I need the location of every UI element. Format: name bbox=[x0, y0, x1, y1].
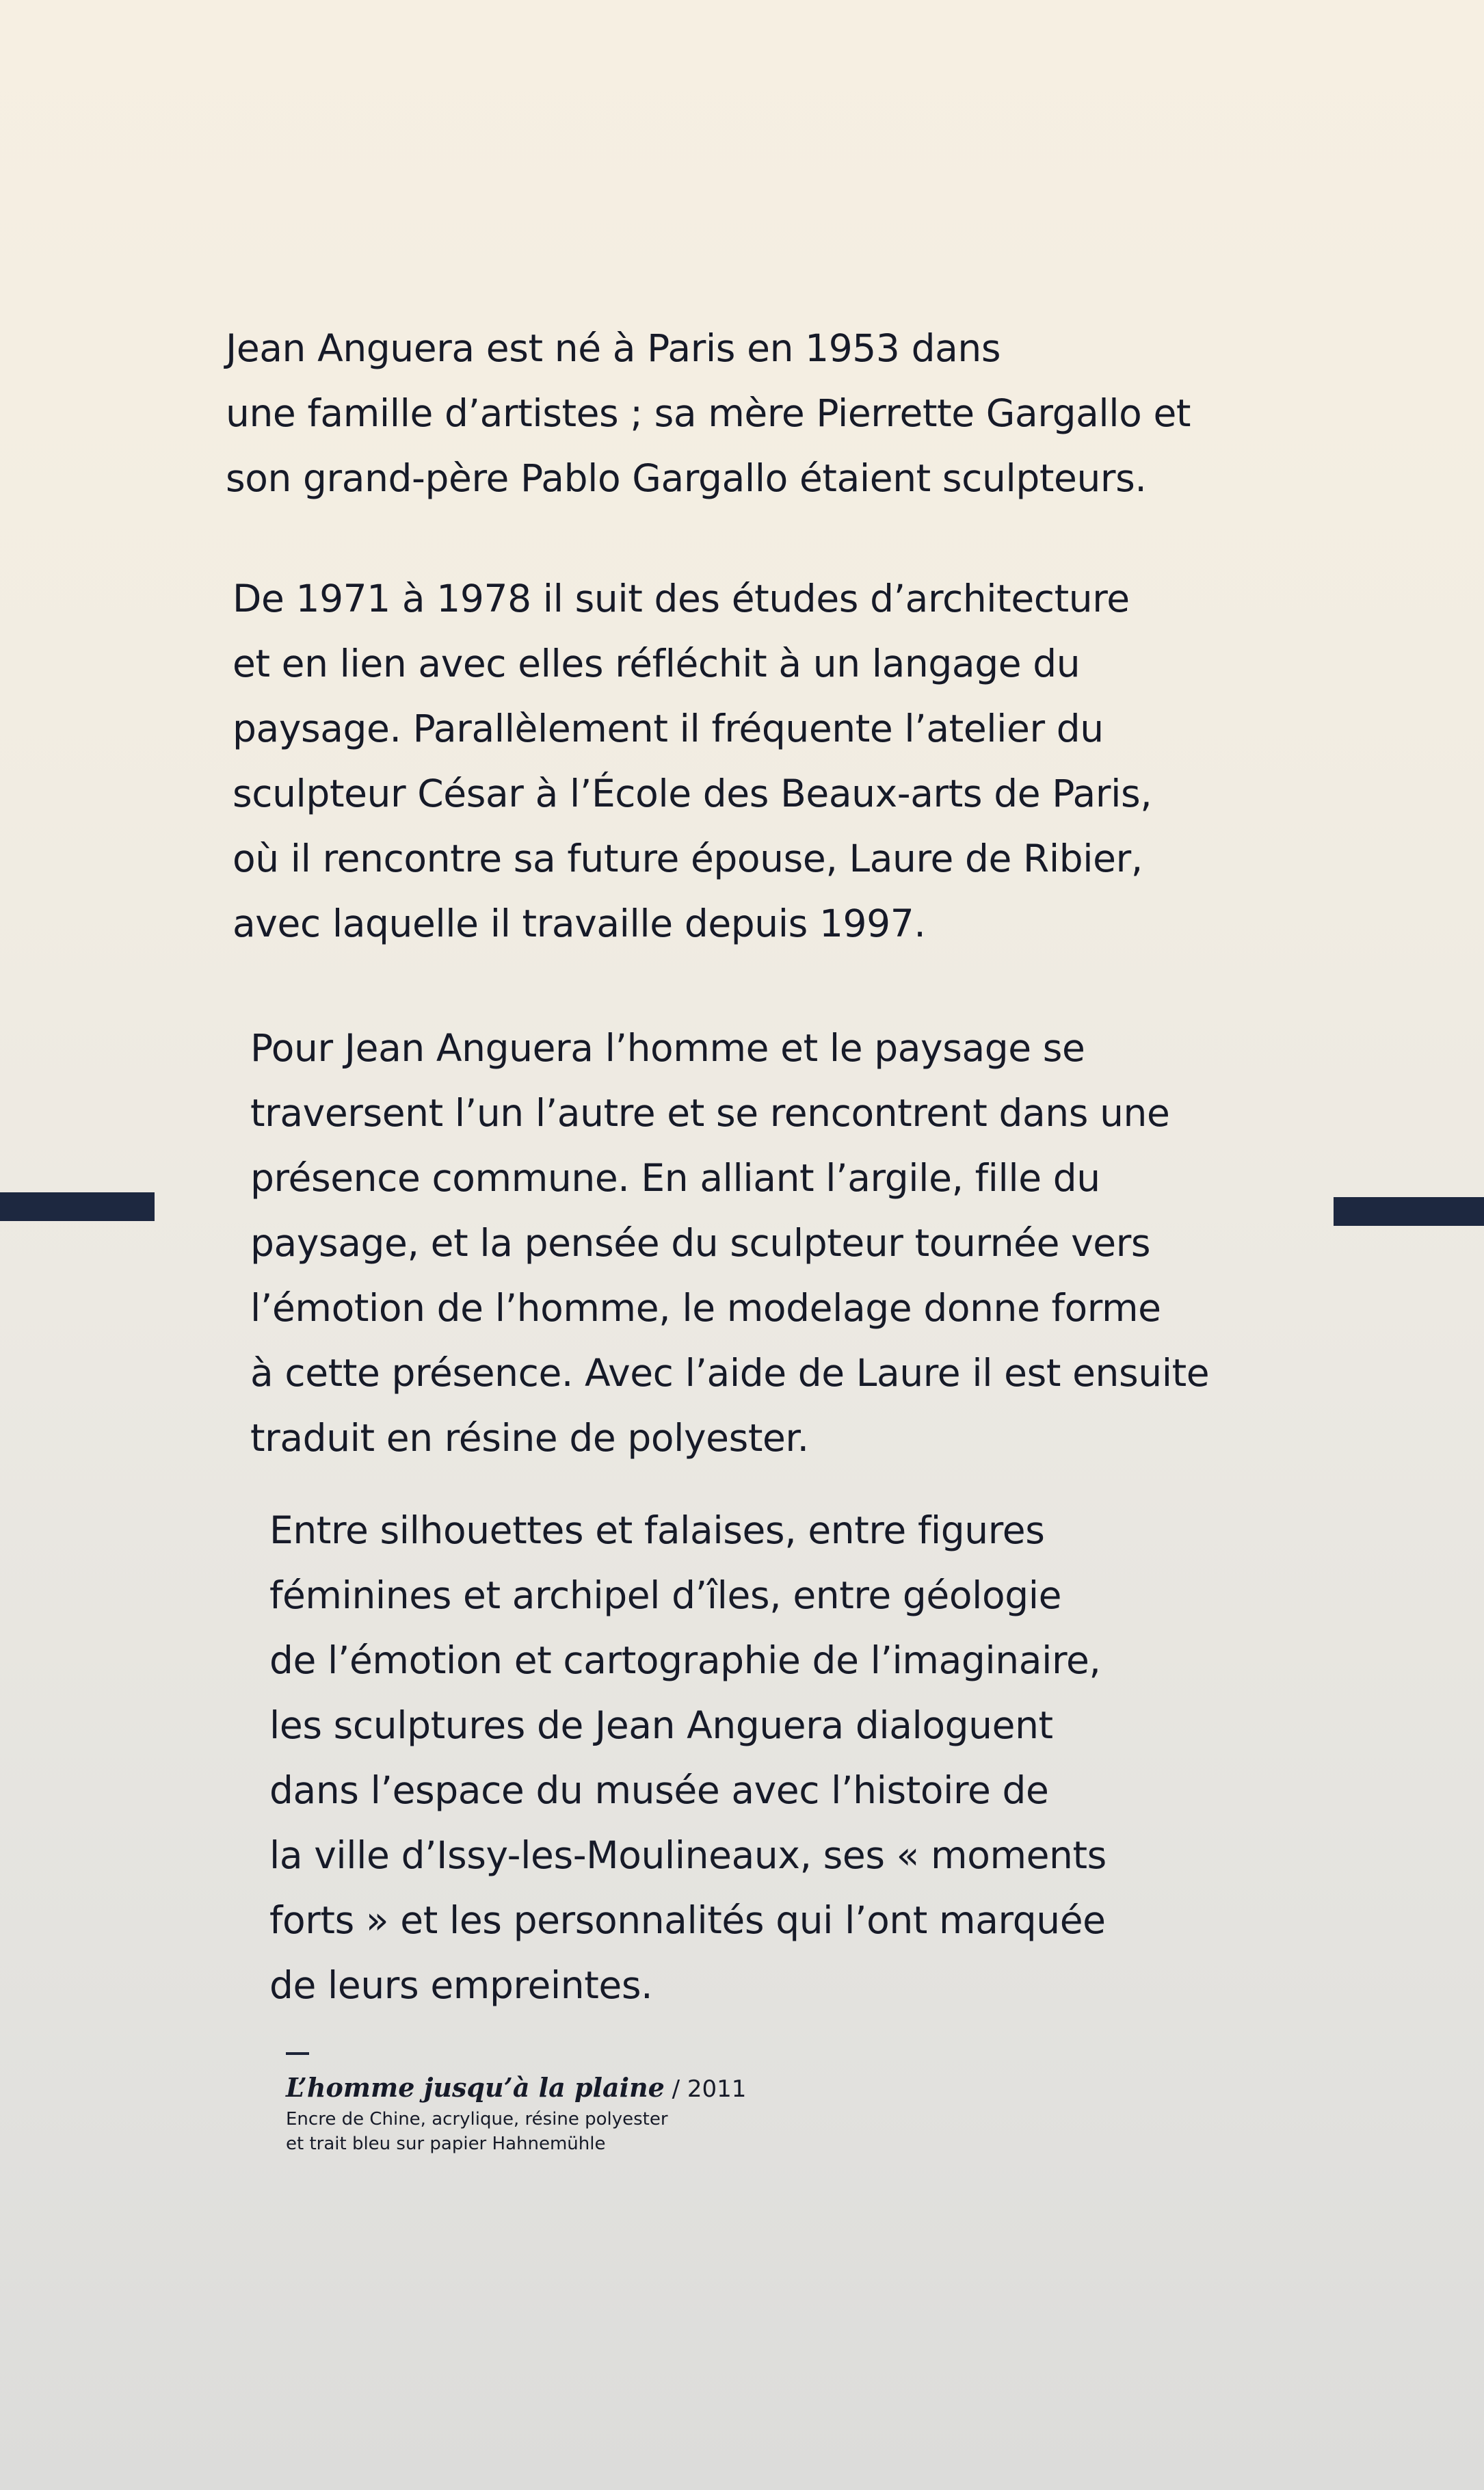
paragraph-approach bbox=[250, 1016, 1209, 1471]
caption-title-line bbox=[286, 2070, 746, 2107]
side-bar-right bbox=[1334, 1197, 1484, 1226]
text-line: dans l’espace du musée avec l’histoire de bbox=[269, 1768, 1049, 1812]
text-line: Jean Anguera est né à Paris en 1953 dans bbox=[226, 326, 1001, 370]
text-line: féminines et archipel d’îles, entre géologie bbox=[269, 1573, 1062, 1617]
text-line: sculpteur César à l’École des Beaux-arts de Paris, bbox=[233, 772, 1152, 815]
artwork-year: / 2011 bbox=[664, 2075, 747, 2103]
artwork-title: L’homme jusqu’à la plaine bbox=[286, 2072, 665, 2103]
text-line: où il rencontre sa future épouse, Laure de Ribier, bbox=[233, 837, 1143, 880]
text-line: la ville d’Issy-les-Moulineaux, ses « moments bbox=[269, 1833, 1107, 1877]
text-line: paysage. Parallèlement il fréquente l’atelier du bbox=[233, 707, 1104, 750]
text-line: avec laquelle il travaille depuis 1997. bbox=[233, 902, 926, 945]
text-line: son grand-père Pablo Gargallo étaient sculpteurs. bbox=[226, 456, 1147, 500]
text-line: traduit en résine de polyester. bbox=[250, 1416, 809, 1460]
caption-dash bbox=[286, 2052, 309, 2055]
text-line: présence commune. En alliant l’argile, fille du bbox=[250, 1156, 1100, 1200]
text-line: l’émotion de l’homme, le modelage donne forme bbox=[250, 1286, 1161, 1330]
text-line: de l’émotion et cartographie de l’imaginaire, bbox=[269, 1638, 1101, 1682]
side-bar-left bbox=[0, 1192, 155, 1221]
artwork-caption bbox=[286, 2052, 746, 2156]
text-line: De 1971 à 1978 il suit des études d’architecture bbox=[233, 577, 1130, 620]
paragraph-biography bbox=[226, 316, 1191, 511]
text-line: forts » et les personnalités qui l’ont marquée bbox=[269, 1898, 1106, 1942]
text-line: à cette présence. Avec l’aide de Laure il est ensuite bbox=[250, 1351, 1210, 1395]
paragraph-studies bbox=[233, 566, 1152, 956]
artwork-medium: et trait bleu sur papier Hahnemühle bbox=[286, 2134, 606, 2154]
paragraph-exhibition bbox=[269, 1498, 1107, 2018]
artwork-medium: Encre de Chine, acrylique, résine polyester bbox=[286, 2109, 668, 2129]
text-line: Pour Jean Anguera l’homme et le paysage se bbox=[250, 1026, 1085, 1070]
text-line: les sculptures de Jean Anguera dialoguent bbox=[269, 1703, 1053, 1747]
text-line: une famille d’artistes ; sa mère Pierrette Gargallo et bbox=[226, 391, 1191, 435]
text-line: Entre silhouettes et falaises, entre figures bbox=[269, 1508, 1045, 1552]
text-line: traversent l’un l’autre et se rencontrent dans une bbox=[250, 1091, 1170, 1135]
text-line: paysage, et la pensée du sculpteur tournée vers bbox=[250, 1221, 1151, 1265]
text-line: de leurs empreintes. bbox=[269, 1963, 653, 2007]
text-line: et en lien avec elles réfléchit à un langage du bbox=[233, 642, 1081, 685]
